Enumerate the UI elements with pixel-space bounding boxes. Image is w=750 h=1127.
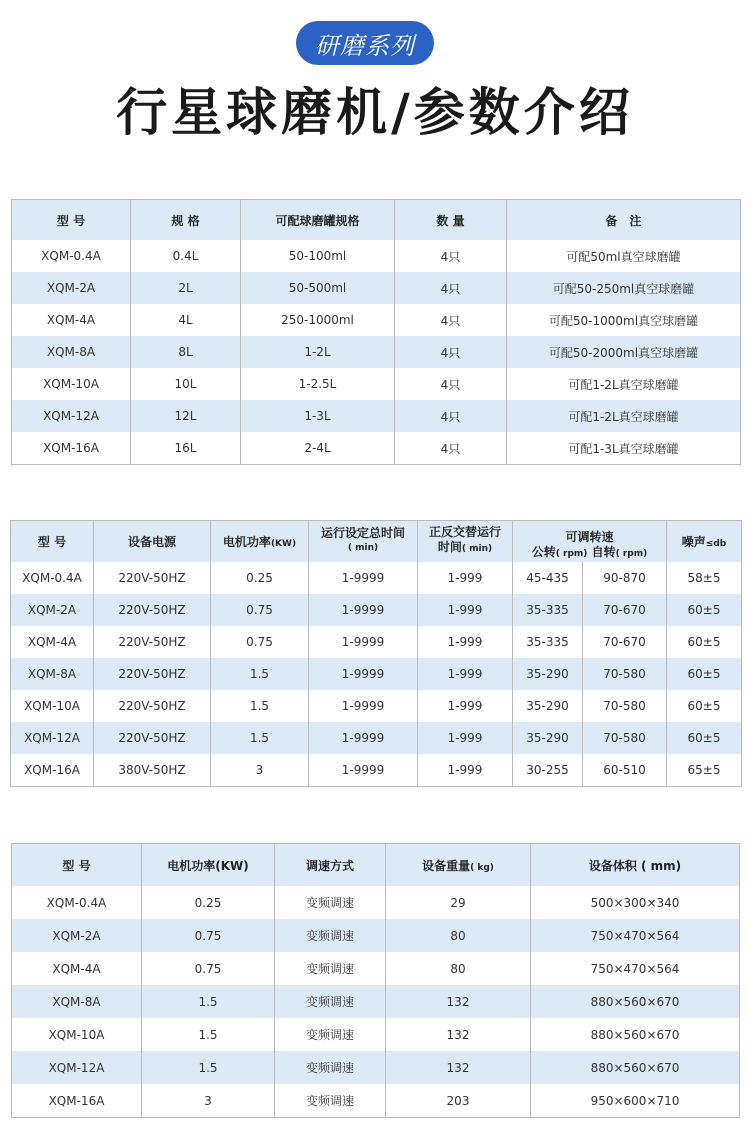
- table-row: [12, 368, 741, 400]
- header-motor-power-label: 电机功率: [222, 534, 271, 549]
- cell-jar-spec: 1-2.5L: [241, 368, 395, 400]
- cell-alternating-time: 1-999: [418, 722, 513, 754]
- cell-revolution: 30-255: [513, 754, 583, 787]
- cell-remark: 可配1-2L真空球磨罐: [507, 400, 741, 432]
- cell-model: XQM-2A: [11, 594, 94, 626]
- cell-weight: 29: [386, 886, 531, 919]
- cell-jar-spec: 50-500ml: [241, 272, 395, 304]
- cell-weight: 80: [386, 919, 531, 952]
- cell-jar-spec: 250-1000ml: [241, 304, 395, 336]
- cell-spec: 8L: [131, 336, 241, 368]
- cell-spec: 4L: [131, 304, 241, 336]
- header-volume: 设备体积 ( mm): [531, 844, 740, 887]
- table-row: [12, 952, 740, 985]
- cell-spec: 16L: [131, 432, 241, 465]
- table-row: [12, 304, 741, 336]
- header-speed-label: 可调转速: [565, 529, 614, 544]
- cell-jar-spec: 1-2L: [241, 336, 395, 368]
- spec-table-physical: [11, 843, 740, 1118]
- table-row: [12, 336, 741, 368]
- table-row: [12, 985, 740, 1018]
- cell-revolution: 35-335: [513, 626, 583, 658]
- cell-power-supply: 220V-50HZ: [94, 690, 211, 722]
- cell-power-supply: 220V-50HZ: [94, 658, 211, 690]
- header-quantity: 数 量: [395, 200, 507, 241]
- cell-quantity: 4只: [395, 272, 507, 304]
- cell-total-time: 1-9999: [309, 690, 418, 722]
- cell-alternating-time: 1-999: [418, 754, 513, 787]
- table-row: [12, 1084, 740, 1118]
- header-spec: 规 格: [131, 200, 241, 241]
- cell-rotation: 70-670: [583, 594, 667, 626]
- cell-model: XQM-2A: [12, 272, 131, 304]
- cell-noise: 65±5: [667, 754, 742, 787]
- cell-weight: 80: [386, 952, 531, 985]
- cell-quantity: 4只: [395, 304, 507, 336]
- cell-model: XQM-10A: [12, 368, 131, 400]
- series-badge: 研磨系列: [296, 21, 434, 65]
- table-row: [11, 754, 742, 787]
- cell-remark: 可配1-3L真空球磨罐: [507, 432, 741, 465]
- cell-alternating-time: 1-999: [418, 658, 513, 690]
- cell-speed-mode: 变频调速: [275, 1084, 386, 1118]
- cell-quantity: 4只: [395, 432, 507, 465]
- cell-model: XQM-16A: [12, 1084, 142, 1118]
- cell-total-time: 1-9999: [309, 594, 418, 626]
- cell-rotation: 60-510: [583, 754, 667, 787]
- cell-quantity: 4只: [395, 400, 507, 432]
- cell-spec: 10L: [131, 368, 241, 400]
- header-revolution-unit: ( rpm): [555, 548, 588, 559]
- cell-model: XQM-8A: [12, 985, 142, 1018]
- header-noise-label: 噪声: [681, 534, 706, 549]
- table-row: [12, 886, 740, 919]
- cell-motor-power: 0.25: [142, 886, 275, 919]
- cell-spec: 2L: [131, 272, 241, 304]
- cell-revolution: 45-435: [513, 562, 583, 594]
- cell-noise: 60±5: [667, 658, 742, 690]
- cell-volume: 880×560×670: [531, 985, 740, 1018]
- header-power-supply: 设备电源: [94, 521, 211, 562]
- table-row: [11, 690, 742, 722]
- header-total-time-unit: ( min): [347, 543, 379, 554]
- spec-table-operation: [10, 520, 742, 787]
- table-row: [12, 1051, 740, 1084]
- cell-speed-mode: 变频调速: [275, 919, 386, 952]
- cell-remark: 可配50-250ml真空球磨罐: [507, 272, 741, 304]
- cell-spec: 12L: [131, 400, 241, 432]
- cell-noise: 60±5: [667, 722, 742, 754]
- cell-model: XQM-12A: [12, 400, 131, 432]
- cell-rotation: 70-580: [583, 722, 667, 754]
- header-alt-time-unit: ( min): [461, 544, 493, 555]
- cell-noise: 60±5: [667, 594, 742, 626]
- cell-weight: 132: [386, 1018, 531, 1051]
- cell-motor-power: 1.5: [142, 985, 275, 1018]
- cell-quantity: 4只: [395, 368, 507, 400]
- cell-weight: 132: [386, 1051, 531, 1084]
- header-noise-unit: ≤db: [705, 538, 727, 549]
- cell-volume: 950×600×710: [531, 1084, 740, 1118]
- table-row: [12, 240, 741, 272]
- cell-remark: 可配1-2L真空球磨罐: [507, 368, 741, 400]
- cell-model: XQM-8A: [12, 336, 131, 368]
- table-header-row: [12, 844, 740, 887]
- cell-model: XQM-4A: [12, 952, 142, 985]
- cell-total-time: 1-9999: [309, 754, 418, 787]
- cell-motor-power: 3: [142, 1084, 275, 1118]
- cell-rotation: 70-670: [583, 626, 667, 658]
- header-speed-mode: 调速方式: [275, 844, 386, 887]
- cell-weight: 132: [386, 985, 531, 1018]
- cell-alternating-time: 1-999: [418, 594, 513, 626]
- cell-quantity: 4只: [395, 336, 507, 368]
- header-alt-time-line2: 时间: [437, 540, 462, 555]
- cell-motor-power: 0.25: [211, 562, 309, 594]
- cell-model: XQM-10A: [12, 1018, 142, 1051]
- cell-rotation: 70-580: [583, 658, 667, 690]
- cell-alternating-time: 1-999: [418, 626, 513, 658]
- header-rotation-unit: ( rpm): [615, 548, 648, 559]
- header-total-time: [309, 521, 418, 562]
- cell-remark: 可配50-1000ml真空球磨罐: [507, 304, 741, 336]
- cell-speed-mode: 变频调速: [275, 886, 386, 919]
- table-row: [11, 626, 742, 658]
- cell-model: XQM-2A: [12, 919, 142, 952]
- cell-model: XQM-16A: [12, 432, 131, 465]
- cell-model: XQM-0.4A: [12, 240, 131, 272]
- cell-total-time: 1-9999: [309, 562, 418, 594]
- cell-motor-power: 1.5: [211, 690, 309, 722]
- cell-total-time: 1-9999: [309, 658, 418, 690]
- cell-spec: 0.4L: [131, 240, 241, 272]
- table-row: [12, 919, 740, 952]
- cell-model: XQM-8A: [11, 658, 94, 690]
- cell-weight: 203: [386, 1084, 531, 1118]
- cell-speed-mode: 变频调速: [275, 952, 386, 985]
- cell-model: XQM-12A: [11, 722, 94, 754]
- cell-rotation: 70-580: [583, 690, 667, 722]
- header-noise: [667, 521, 742, 562]
- header-motor-power: 电机功率(KW): [142, 844, 275, 887]
- cell-noise: 58±5: [667, 562, 742, 594]
- cell-motor-power: 1.5: [142, 1018, 275, 1051]
- cell-volume: 750×470×564: [531, 919, 740, 952]
- cell-volume: 750×470×564: [531, 952, 740, 985]
- cell-power-supply: 380V-50HZ: [94, 754, 211, 787]
- cell-model: XQM-16A: [11, 754, 94, 787]
- header-alt-time-line1: 正反交替运行: [428, 525, 501, 540]
- cell-revolution: 35-290: [513, 658, 583, 690]
- table-row: [12, 432, 741, 465]
- header-revolution: 公转: [531, 544, 556, 559]
- header-total-time-label: 运行设定总时间: [320, 526, 405, 541]
- table-header-row: [12, 200, 741, 241]
- cell-jar-spec: 50-100ml: [241, 240, 395, 272]
- cell-total-time: 1-9999: [309, 626, 418, 658]
- table-row: [12, 272, 741, 304]
- cell-motor-power: 1.5: [142, 1051, 275, 1084]
- cell-revolution: 35-290: [513, 722, 583, 754]
- header-model: 型 号: [12, 200, 131, 241]
- cell-motor-power: 1.5: [211, 658, 309, 690]
- header-weight-label: 设备重量: [422, 858, 471, 873]
- table-row: [12, 400, 741, 432]
- cell-volume: 880×560×670: [531, 1051, 740, 1084]
- cell-noise: 60±5: [667, 690, 742, 722]
- header-rotation: 自转: [591, 544, 616, 559]
- header-remark: 备 注: [507, 200, 741, 241]
- cell-model: XQM-12A: [12, 1051, 142, 1084]
- table-row: [11, 562, 742, 594]
- cell-revolution: 35-335: [513, 594, 583, 626]
- cell-motor-power: 0.75: [142, 919, 275, 952]
- cell-motor-power: 0.75: [211, 626, 309, 658]
- header-model: 型 号: [11, 521, 94, 562]
- cell-model: XQM-0.4A: [11, 562, 94, 594]
- page-title: 行星球磨机/参数介绍: [116, 84, 634, 143]
- cell-jar-spec: 1-3L: [241, 400, 395, 432]
- header-alternating-time: [418, 521, 513, 562]
- header-speed: [513, 521, 667, 562]
- table-row: [11, 594, 742, 626]
- cell-model: XQM-10A: [11, 690, 94, 722]
- cell-power-supply: 220V-50HZ: [94, 722, 211, 754]
- header-motor-power: [211, 521, 309, 562]
- cell-motor-power: 1.5: [211, 722, 309, 754]
- cell-jar-spec: 2-4L: [241, 432, 395, 465]
- table-row: [12, 1018, 740, 1051]
- cell-power-supply: 220V-50HZ: [94, 626, 211, 658]
- cell-model: XQM-4A: [11, 626, 94, 658]
- cell-model: XQM-4A: [12, 304, 131, 336]
- cell-motor-power: 3: [211, 754, 309, 787]
- cell-speed-mode: 变频调速: [275, 985, 386, 1018]
- cell-power-supply: 220V-50HZ: [94, 562, 211, 594]
- cell-volume: 500×300×340: [531, 886, 740, 919]
- header-weight-unit: ( kg): [470, 862, 494, 873]
- cell-alternating-time: 1-999: [418, 690, 513, 722]
- cell-alternating-time: 1-999: [418, 562, 513, 594]
- cell-speed-mode: 变频调速: [275, 1051, 386, 1084]
- cell-model: XQM-0.4A: [12, 886, 142, 919]
- cell-speed-mode: 变频调速: [275, 1018, 386, 1051]
- cell-power-supply: 220V-50HZ: [94, 594, 211, 626]
- table-row: [11, 722, 742, 754]
- cell-motor-power: 0.75: [211, 594, 309, 626]
- header-jar-spec: 可配球磨罐规格: [241, 200, 395, 241]
- cell-motor-power: 0.75: [142, 952, 275, 985]
- spec-table-capacity: [11, 199, 741, 465]
- cell-rotation: 90-870: [583, 562, 667, 594]
- cell-total-time: 1-9999: [309, 722, 418, 754]
- table-row: [11, 658, 742, 690]
- cell-quantity: 4只: [395, 240, 507, 272]
- cell-remark: 可配50-2000ml真空球磨罐: [507, 336, 741, 368]
- header-weight: [386, 844, 531, 887]
- table-header-row: [11, 521, 742, 562]
- cell-volume: 880×560×670: [531, 1018, 740, 1051]
- cell-noise: 60±5: [667, 626, 742, 658]
- header-motor-power-unit: (KW): [270, 538, 297, 549]
- header-model: 型 号: [12, 844, 142, 887]
- cell-revolution: 35-290: [513, 690, 583, 722]
- cell-remark: 可配50ml真空球磨罐: [507, 240, 741, 272]
